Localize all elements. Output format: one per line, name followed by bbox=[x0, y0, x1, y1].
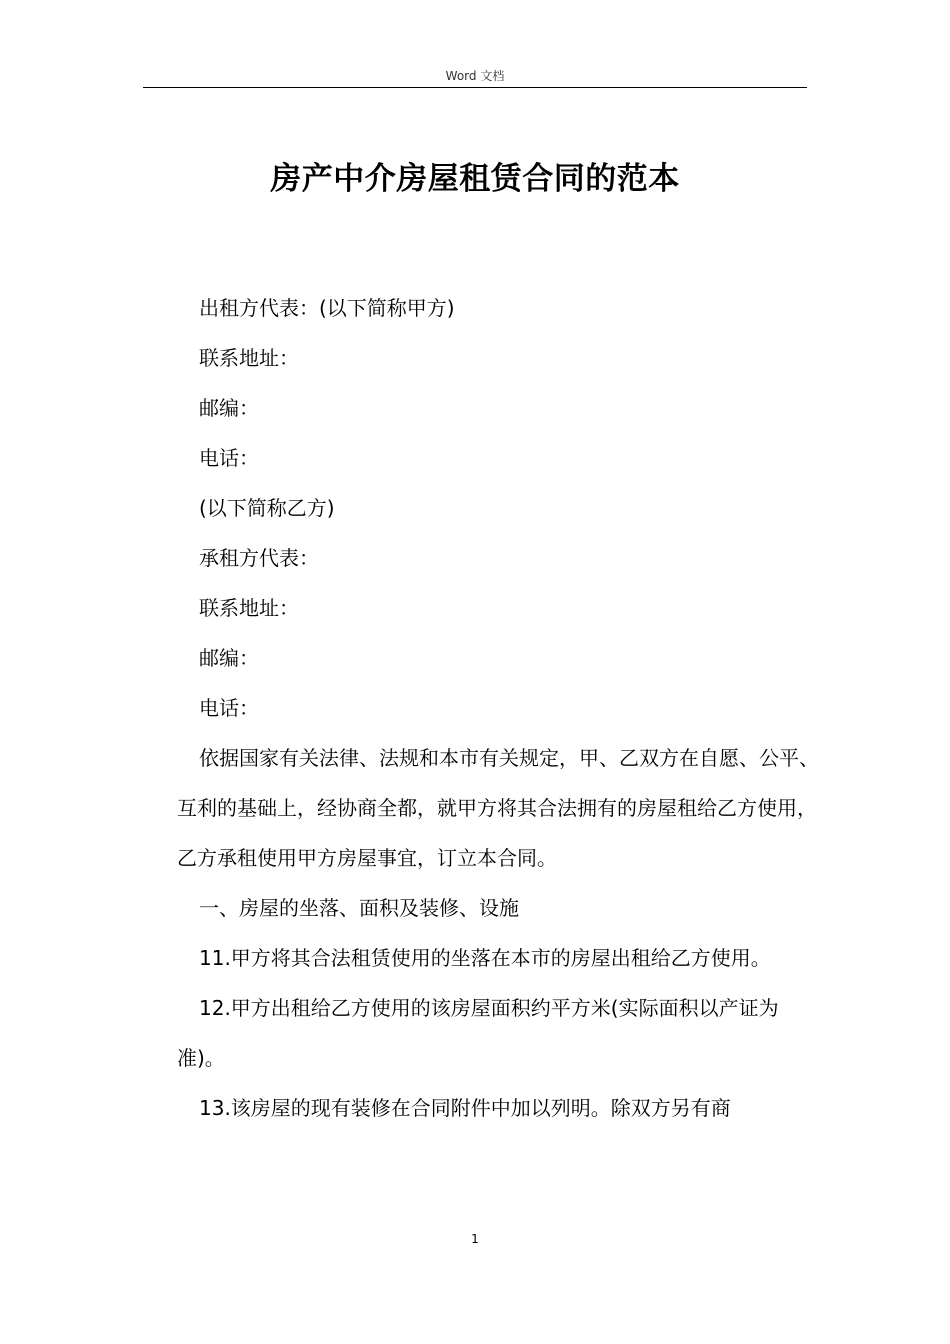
paragraph-lessor-representative: 出租方代表：(以下简称甲方) bbox=[199, 296, 455, 320]
clause-1-2: 12.甲方出租给乙方使用的该房屋面积约平方米(实际面积以产证为准)。 bbox=[177, 996, 779, 1070]
clause-1-1: 11.甲方将其合法租赁使用的坐落在本市的房屋出租给乙方使用。 bbox=[199, 946, 771, 970]
paragraph-preamble: 依据国家有关法律、法规和本市有关规定，甲、乙双方在自愿、公平、互利的基础上，经协商全都，就甲方将其合法拥有的房屋租给乙方使用，乙方承租使用甲方房屋事宜，订立本合同。 bbox=[177, 746, 819, 870]
section-heading-property: 一、房屋的坐落、面积及装修、设施 bbox=[199, 896, 519, 920]
paragraph-lessor-address: 联系地址： bbox=[199, 346, 299, 370]
paragraph-party-b-note: (以下简称乙方) bbox=[199, 496, 335, 520]
paragraph-lessor-phone: 电话： bbox=[199, 446, 259, 470]
document-body bbox=[177, 283, 817, 1133]
paragraph-lessee-representative: 承租方代表： bbox=[199, 546, 319, 570]
paragraph-lessee-postcode: 邮编： bbox=[199, 646, 259, 670]
paragraph-lessor-postcode: 邮编： bbox=[199, 396, 259, 420]
paragraph-lessee-phone: 电话： bbox=[199, 696, 259, 720]
document-title: 房产中介房屋租赁合同的范本 bbox=[270, 161, 680, 197]
header-divider bbox=[143, 87, 807, 88]
page-header: Word 文档 bbox=[445, 69, 505, 83]
paragraph-lessee-address: 联系地址： bbox=[199, 596, 299, 620]
page-number: 1 bbox=[471, 1232, 479, 1246]
clause-1-3: 13.该房屋的现有装修在合同附件中加以列明。除双方另有商 bbox=[199, 1096, 731, 1120]
